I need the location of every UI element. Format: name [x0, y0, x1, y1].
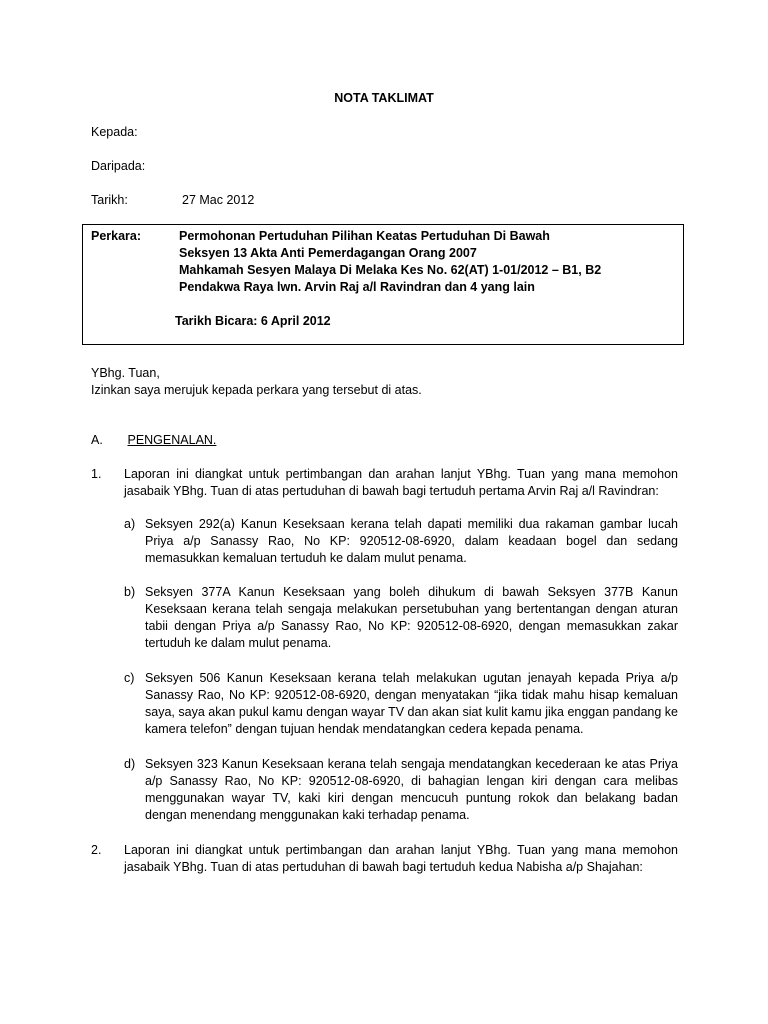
- greeting-intro: Izinkan saya merujuk kepada perkara yang tersebut di atas.: [91, 383, 422, 397]
- greeting-salutation: YBhg. Tuan,: [91, 366, 160, 380]
- charge-item: [124, 756, 678, 824]
- charge-item-marker: b): [124, 585, 136, 599]
- daripada-label: Daripada:: [91, 159, 146, 173]
- tarikh-row: [91, 192, 255, 209]
- daripada-row: [91, 158, 181, 175]
- charge-item: [124, 670, 678, 738]
- document-title: NOTA TAKLIMAT: [334, 91, 434, 105]
- perkara-box: [82, 224, 684, 345]
- charge-item-text: Seksyen 292(a) Kanun Keseksaan kerana telah dapati memiliki dua rakaman gambar lucah Priya a/p Sanassy Rao, No KP: 920512-08-6920, dalam keadaan bogel dan sedang memasukkan kemaluan tertuduh ke dalam mulut penama.: [145, 517, 678, 565]
- charge-item-marker: c): [124, 671, 135, 685]
- kepada-row: [91, 124, 181, 141]
- perkara-line: Mahkamah Sesyen Malaya Di Melaka Kes No. 62(AT) 1-01/2012 – B1, B2: [179, 263, 602, 277]
- perkara-line: Seksyen 13 Akta Anti Pemerdagangan Orang 2007: [179, 246, 477, 260]
- paragraph-text: Laporan ini diangkat untuk pertimbangan dan arahan lanjut YBhg. Tuan yang mana memohon jasabaik YBhg. Tuan di atas pertuduhan di bawah bagi tertuduh pertama Arvin Raj a/l Ravindran:: [124, 467, 678, 498]
- paragraph-number: 2.: [91, 843, 102, 857]
- paragraph-number: 1.: [91, 467, 102, 481]
- paragraph: [91, 842, 678, 876]
- perkara-label: Perkara:: [91, 229, 142, 243]
- perkara-line: Pendakwa Raya lwn. Arvin Raj a/l Ravindran dan 4 yang lain: [179, 280, 535, 294]
- kepada-label: Kepada:: [91, 125, 138, 139]
- charge-item-marker: a): [124, 517, 136, 531]
- tarikh-label: Tarikh:: [91, 193, 128, 207]
- section-title: PENGENALAN.: [127, 433, 217, 447]
- section-letter: A.: [91, 433, 103, 447]
- tarikh-bicara: Tarikh Bicara: 6 April 2012: [175, 314, 331, 328]
- charge-item-marker: d): [124, 757, 136, 771]
- paragraph: [91, 466, 678, 500]
- perkara-line: Permohonan Pertuduhan Pilihan Keatas Pertuduhan Di Bawah: [179, 229, 550, 243]
- charge-item-text: Seksyen 377A Kanun Keseksaan yang boleh dihukum di bawah Seksyen 377B Kanun Keseksaan kerana telah sengaja melakukan persetubuhan yang bertentangan dengan aturan tabii dengan Priya a/p Sanassy Rao, No KP: 920512-08-6920, dengan memasukkan zakar tertuduh ke dalam mulut penama.: [145, 585, 678, 650]
- greeting: [91, 365, 422, 399]
- perkara-lines: [179, 228, 601, 296]
- tarikh-value: 27 Mac 2012: [182, 193, 255, 207]
- paragraph-text: Laporan ini diangkat untuk pertimbangan dan arahan lanjut YBhg. Tuan yang mana memohon jasabaik YBhg. Tuan di atas pertuduhan di bawah bagi tertuduh kedua Nabisha a/p Shajahan:: [124, 843, 678, 874]
- charge-item-text: Seksyen 506 Kanun Keseksaan kerana telah melakukan ugutan jenayah kepada Priya a/p Sanassy Rao, No KP: 920512-08-6920, dengan menyatakan “jika tidak mahu hisap kemaluan saya, saya akan pukul kamu dengan wayar TV dan akan siat kulit kamu jika enggan pandang ke kamera telefon” dengan tujuan hendak mendatangkan cedera kepada penama.: [145, 671, 678, 736]
- section-heading: [91, 432, 216, 449]
- charge-item: [124, 516, 678, 567]
- charge-item-text: Seksyen 323 Kanun Keseksaan kerana telah sengaja mendatangkan kecederaan ke atas Priya a/p Sanassy Rao, No KP: 920512-08-6920, di bahagian lengan kiri dengan cara melibas menggunakan wayar TV, kaki kiri dengan mencucuh puntung rokok dan belakang badan dengan menendang menggunakan kaki terhadap penama.: [145, 757, 678, 822]
- charge-item: [124, 584, 678, 652]
